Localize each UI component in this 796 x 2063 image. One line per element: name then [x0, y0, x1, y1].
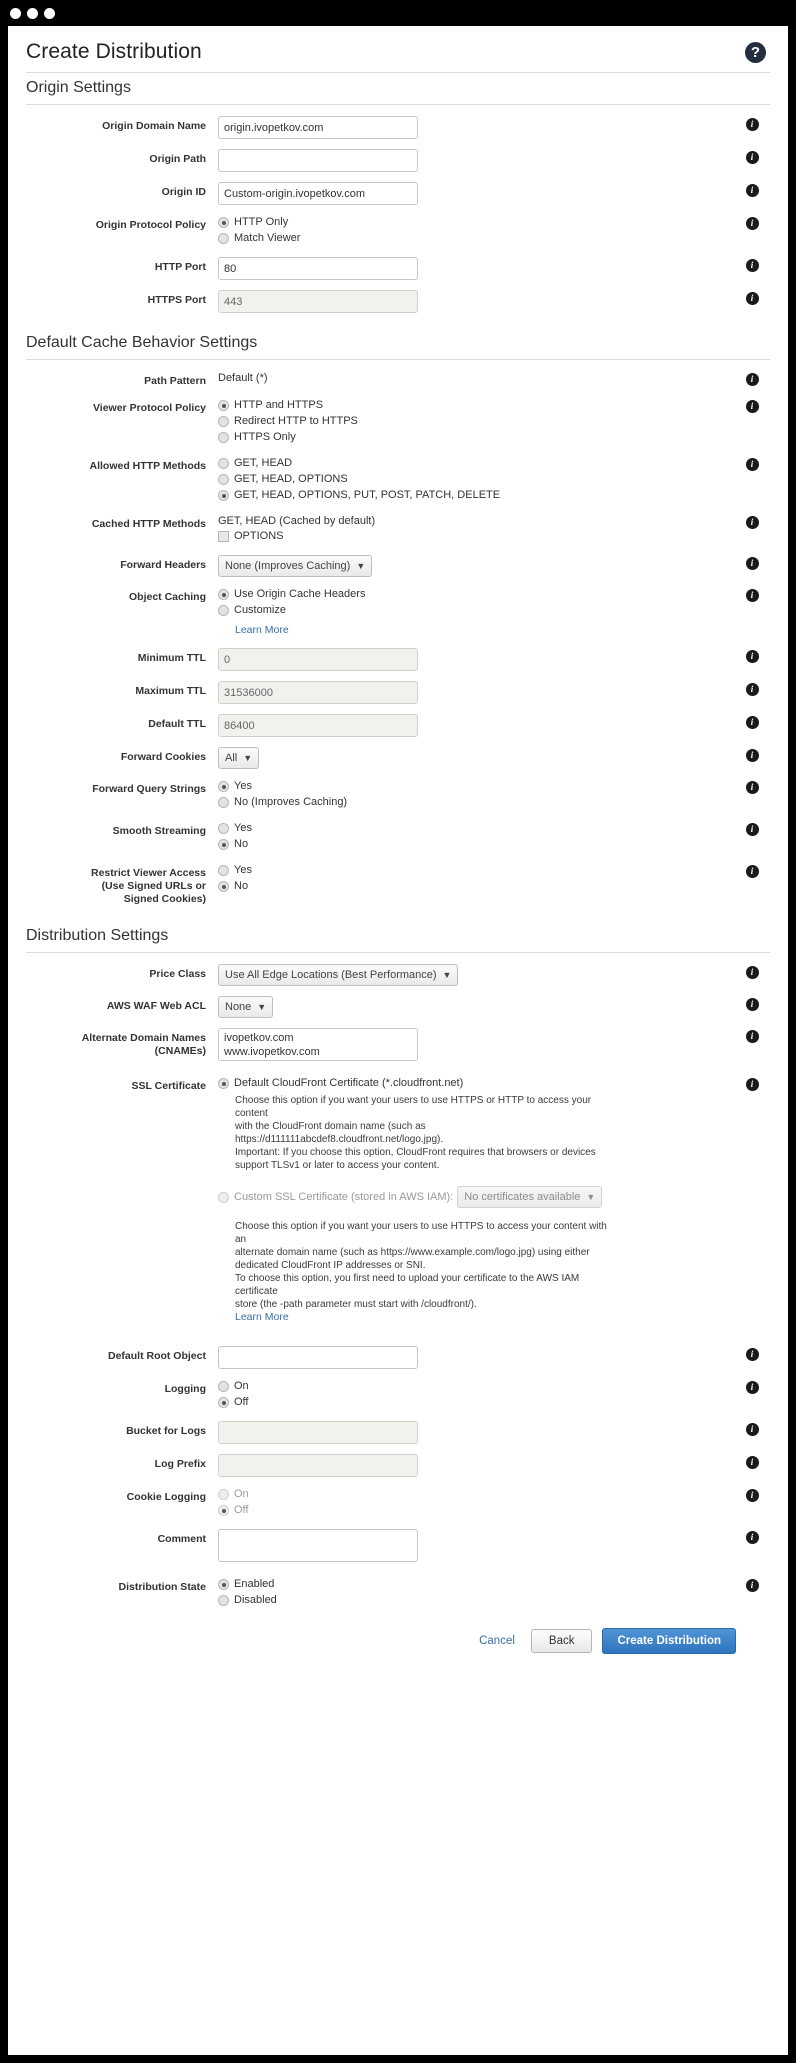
window-controls[interactable] — [10, 8, 55, 19]
info-icon-path-pattern[interactable]: i — [746, 373, 759, 386]
info-icon-logging[interactable]: i — [746, 1381, 759, 1394]
radio-object-caching-use-origin[interactable] — [218, 587, 724, 602]
field-origin-protocol-policy — [26, 210, 770, 252]
alternate-domain-names-textarea[interactable] — [218, 1028, 418, 1061]
field-forward-headers — [26, 550, 770, 582]
radio-viewer-protocol-http-and-https[interactable] — [218, 398, 724, 413]
info-icon-object-caching[interactable]: i — [746, 589, 759, 602]
price-class-value: Use All Edge Locations (Best Performance) — [225, 969, 437, 981]
section-title-cache: Default Cache Behavior Settings — [26, 328, 770, 360]
info-icon-minimum-ttl[interactable]: i — [746, 650, 759, 663]
radio-marker — [218, 1489, 229, 1500]
field-alternate-domain-names — [26, 1023, 770, 1071]
info-icon-origin-domain-name[interactable]: i — [746, 118, 759, 131]
radio-label: On — [234, 1488, 249, 1500]
object-caching-learn-more-link[interactable]: Learn More — [235, 624, 289, 636]
checkbox-label: OPTIONS — [234, 530, 284, 542]
field-restrict-viewer-access — [26, 858, 770, 911]
bucket-for-logs-input[interactable] — [218, 1421, 418, 1444]
radio-marker — [218, 605, 229, 616]
desc-line-3: https://d111111abcdef8.cloudfront.net/logo.jpg). — [235, 1134, 444, 1145]
label-alternate-domain-names — [26, 1028, 218, 1058]
label-http-port: HTTP Port — [154, 261, 206, 273]
checkbox-cached-methods-options[interactable] — [218, 529, 724, 544]
info-icon-https-port[interactable]: i — [746, 292, 759, 305]
label-forward-query-strings: Forward Query Strings — [92, 783, 206, 795]
field-default-root-object — [26, 1341, 770, 1374]
radio-marker — [218, 1381, 229, 1392]
custom-ssl-certificate-value: No certificates available — [464, 1190, 581, 1203]
radio-forward-query-strings-yes[interactable] — [218, 779, 724, 794]
field-forward-cookies — [26, 742, 770, 774]
chevron-down-icon: ▼ — [586, 1191, 596, 1202]
create-distribution-button[interactable]: Create Distribution — [602, 1628, 736, 1654]
radio-label: GET, HEAD — [234, 457, 293, 469]
radio-marker — [218, 1595, 229, 1606]
info-icon-viewer-protocol-policy[interactable]: i — [746, 400, 759, 413]
desc-line-1: Choose this option if you want your users to use HTTPS or HTTP to access your content — [235, 1095, 592, 1119]
window-maximize-dot[interactable] — [44, 8, 55, 19]
chevron-down-icon: ▼ — [243, 753, 253, 763]
radio-marker — [218, 458, 229, 469]
info-icon-restrict-viewer-access[interactable]: i — [746, 865, 759, 878]
info-icon-distribution-state[interactable]: i — [746, 1579, 759, 1592]
radio-logging-on[interactable] — [218, 1379, 724, 1394]
field-bucket-for-logs — [26, 1416, 770, 1449]
form-footer — [26, 1614, 770, 1670]
waf-web-acl-value: None — [225, 1001, 252, 1013]
label-ssl-certificate: SSL Certificate — [131, 1080, 206, 1092]
log-prefix-input[interactable] — [218, 1454, 418, 1477]
desc-line-2: with the CloudFront domain name (such as — [235, 1121, 426, 1132]
forward-cookies-value: All — [225, 752, 238, 764]
comment-textarea[interactable] — [218, 1529, 418, 1562]
label-object-caching: Object Caching — [128, 591, 206, 603]
radio-marker — [218, 1078, 229, 1089]
radio-label: Yes — [234, 780, 252, 792]
http-port-input[interactable] — [218, 257, 418, 280]
page-title: Create Distribution — [26, 40, 202, 63]
radio-label: GET, HEAD, OPTIONS — [234, 473, 348, 485]
waf-web-acl-select[interactable] — [218, 996, 273, 1018]
section-title-origin: Origin Settings — [26, 72, 770, 105]
radio-label: HTTPS Only — [234, 431, 296, 443]
ssl-learn-more-link[interactable]: Learn More — [235, 1311, 289, 1323]
radio-smooth-streaming-yes[interactable] — [218, 821, 724, 836]
radio-origin-protocol-match-viewer[interactable] — [218, 231, 724, 246]
radio-allowed-methods-get-head-options[interactable] — [218, 472, 724, 487]
label-comment: Comment — [157, 1533, 206, 1545]
radio-marker — [218, 1192, 229, 1203]
chevron-down-icon: ▼ — [257, 1002, 267, 1012]
radio-allowed-methods-get-head[interactable] — [218, 456, 724, 471]
radio-forward-query-strings-no[interactable] — [218, 795, 724, 810]
field-waf-web-acl — [26, 991, 770, 1023]
field-ssl-certificate — [26, 1071, 770, 1329]
radio-label: No — [234, 880, 249, 892]
window-close-dot[interactable] — [10, 8, 21, 19]
field-path-pattern — [26, 366, 770, 393]
origin-id-input[interactable] — [218, 182, 418, 205]
label-restrict-viewer-access — [26, 863, 218, 906]
info-icon-log-prefix[interactable]: i — [746, 1456, 759, 1469]
https-port-input[interactable] — [218, 290, 418, 313]
radio-ssl-default-cloudfront[interactable] — [218, 1076, 724, 1091]
radio-marker — [218, 1579, 229, 1590]
label-line-2: (CNAMEs) — [154, 1045, 206, 1057]
field-log-prefix — [26, 1449, 770, 1482]
field-cached-http-methods — [26, 509, 770, 550]
maximum-ttl-input[interactable] — [218, 681, 418, 704]
label-origin-protocol-policy: Origin Protocol Policy — [95, 219, 206, 231]
label-forward-cookies: Forward Cookies — [120, 751, 206, 763]
radio-viewer-protocol-redirect[interactable] — [218, 414, 724, 429]
info-icon-ssl-certificate[interactable]: i — [746, 1078, 759, 1091]
field-viewer-protocol-policy — [26, 393, 770, 451]
label-logging: Logging — [164, 1383, 206, 1395]
back-button[interactable]: Back — [531, 1629, 593, 1653]
chevron-down-icon: ▼ — [356, 561, 366, 571]
ssl-default-description — [235, 1094, 607, 1172]
radio-label: Yes — [234, 822, 252, 834]
radio-restrict-viewer-access-yes[interactable] — [218, 863, 724, 878]
label-log-prefix: Log Prefix — [154, 1458, 206, 1470]
label-origin-path: Origin Path — [149, 153, 206, 165]
radio-marker — [218, 823, 229, 834]
info-icon-cookie-logging[interactable]: i — [746, 1489, 759, 1502]
label-line-1: Restrict Viewer Access — [91, 867, 206, 879]
minimum-ttl-input[interactable] — [218, 648, 418, 671]
radio-allowed-methods-all[interactable] — [218, 488, 724, 503]
label-price-class: Price Class — [149, 968, 206, 980]
chevron-down-icon: ▼ — [442, 970, 452, 980]
page-header — [26, 26, 770, 72]
radio-marker — [218, 432, 229, 443]
section-title-distribution: Distribution Settings — [26, 921, 770, 953]
label-bucket-for-logs: Bucket for Logs — [126, 1425, 206, 1437]
label-smooth-streaming: Smooth Streaming — [112, 825, 206, 837]
info-icon-waf-web-acl[interactable]: i — [746, 998, 759, 1011]
radio-label: On — [234, 1380, 249, 1392]
field-origin-id — [26, 177, 770, 210]
desc-line-2: alternate domain name (such as https://www.example.com/logo.jpg) using either — [235, 1247, 590, 1258]
info-icon-origin-id[interactable]: i — [746, 184, 759, 197]
desc-line-4: To choose this option, you first need to upload your certificate to the AWS IAM certificate — [235, 1273, 580, 1297]
info-icon-bucket-for-logs[interactable]: i — [746, 1423, 759, 1436]
default-ttl-input[interactable] — [218, 714, 418, 737]
label-line-2: (Use Signed URLs or — [101, 880, 206, 892]
label-forward-headers: Forward Headers — [120, 559, 206, 571]
info-icon-price-class[interactable]: i — [746, 966, 759, 979]
label-cookie-logging: Cookie Logging — [126, 1491, 206, 1503]
radio-label: HTTP and HTTPS — [234, 399, 324, 411]
radio-object-caching-customize[interactable] — [218, 603, 724, 618]
radio-smooth-streaming-no[interactable] — [218, 837, 724, 852]
forward-cookies-select[interactable] — [218, 747, 259, 769]
cancel-button[interactable]: Cancel — [473, 1631, 521, 1651]
field-price-class — [26, 959, 770, 991]
radio-marker — [218, 1397, 229, 1408]
field-smooth-streaming — [26, 816, 770, 858]
label-line-1: Alternate Domain Names — [81, 1032, 206, 1044]
radio-label: Custom SSL Certificate (stored in AWS IAM): — [234, 1190, 454, 1203]
ssl-custom-description — [235, 1220, 607, 1324]
radio-marker — [218, 589, 229, 600]
label-distribution-state: Distribution State — [118, 1581, 206, 1593]
label-default-ttl: Default TTL — [148, 718, 206, 730]
radio-label: Enabled — [234, 1578, 275, 1590]
checkbox-marker — [218, 531, 229, 542]
radio-label: Customize — [234, 604, 286, 616]
label-waf-web-acl: AWS WAF Web ACL — [106, 1000, 206, 1012]
field-origin-path — [26, 144, 770, 177]
radio-distribution-state-disabled[interactable] — [218, 1593, 724, 1608]
forward-headers-select[interactable] — [218, 555, 372, 577]
cached-http-methods-static: GET, HEAD (Cached by default) — [218, 515, 376, 527]
radio-marker — [218, 233, 229, 244]
radio-logging-off[interactable] — [218, 1395, 724, 1410]
field-minimum-ttl — [26, 643, 770, 676]
radio-origin-protocol-http-only[interactable] — [218, 215, 724, 230]
info-icon-forward-cookies[interactable]: i — [746, 749, 759, 762]
label-origin-id: Origin ID — [161, 186, 206, 198]
radio-marker — [218, 781, 229, 792]
info-icon-forward-headers[interactable]: i — [746, 557, 759, 570]
label-https-port: HTTPS Port — [147, 294, 206, 306]
info-icon-cached-http-methods[interactable]: i — [746, 516, 759, 529]
radio-label: Off — [234, 1396, 249, 1408]
radio-marker — [218, 839, 229, 850]
field-http-port — [26, 252, 770, 285]
radio-marker — [218, 1505, 229, 1516]
radio-marker — [218, 217, 229, 228]
field-comment — [26, 1524, 770, 1572]
radio-restrict-viewer-access-no[interactable] — [218, 879, 724, 894]
desc-line-5: support TLSv1 or later to access your content. — [235, 1160, 440, 1171]
radio-label: HTTP Only — [234, 216, 289, 228]
help-icon[interactable]: ? — [745, 42, 766, 63]
field-allowed-http-methods — [26, 451, 770, 509]
radio-label: Yes — [234, 864, 252, 876]
label-path-pattern: Path Pattern — [144, 375, 206, 387]
origin-path-input[interactable] — [218, 149, 418, 172]
radio-marker — [218, 474, 229, 485]
label-minimum-ttl: Minimum TTL — [137, 652, 206, 664]
info-icon-default-root-object[interactable]: i — [746, 1348, 759, 1361]
window-minimize-dot[interactable] — [27, 8, 38, 19]
radio-marker — [218, 400, 229, 411]
desc-line-4: Important: If you choose this option, CloudFront requires that browsers or devices — [235, 1147, 596, 1158]
radio-marker — [218, 490, 229, 501]
label-maximum-ttl: Maximum TTL — [135, 685, 206, 697]
field-origin-domain-name — [26, 111, 770, 144]
label-viewer-protocol-policy: Viewer Protocol Policy — [92, 402, 206, 414]
info-icon-alternate-domain-names[interactable]: i — [746, 1030, 759, 1043]
default-root-object-input[interactable] — [218, 1346, 418, 1369]
radio-label: Disabled — [234, 1594, 277, 1606]
window-titlebar — [0, 0, 796, 26]
desc-line-3: dedicated CloudFront IP addresses or SNI. — [235, 1260, 426, 1271]
radio-distribution-state-enabled[interactable] — [218, 1577, 724, 1592]
origin-domain-name-input[interactable] — [218, 116, 418, 139]
radio-marker — [218, 797, 229, 808]
radio-viewer-protocol-https-only[interactable] — [218, 430, 724, 445]
desc-line-1: Choose this option if you want your users to use HTTPS to access your content with an — [235, 1221, 607, 1245]
radio-ssl-custom-iam[interactable] — [218, 1186, 724, 1208]
info-icon-smooth-streaming[interactable]: i — [746, 823, 759, 836]
label-line-3: Signed Cookies) — [123, 893, 206, 905]
radio-marker — [218, 416, 229, 427]
field-default-ttl — [26, 709, 770, 742]
radio-marker — [218, 865, 229, 876]
radio-marker — [218, 881, 229, 892]
field-maximum-ttl — [26, 676, 770, 709]
radio-label: Default CloudFront Certificate (*.cloudfront.net) — [234, 1077, 464, 1089]
field-logging — [26, 1374, 770, 1416]
field-cookie-logging — [26, 1482, 770, 1524]
label-origin-domain-name: Origin Domain Name — [102, 120, 206, 132]
field-distribution-state — [26, 1572, 770, 1614]
info-icon-comment[interactable]: i — [746, 1531, 759, 1544]
info-icon-allowed-http-methods[interactable]: i — [746, 458, 759, 471]
forward-headers-value: None (Improves Caching) — [225, 560, 351, 572]
radio-label: Off — [234, 1504, 249, 1516]
info-icon-origin-protocol-policy[interactable]: i — [746, 217, 759, 230]
info-icon-forward-query-strings[interactable]: i — [746, 781, 759, 794]
radio-label: No (Improves Caching) — [234, 796, 348, 808]
label-default-root-object: Default Root Object — [107, 1350, 206, 1362]
radio-label: No — [234, 838, 249, 850]
radio-label: Redirect HTTP to HTTPS — [234, 415, 358, 427]
radio-cookie-logging-on[interactable] — [218, 1487, 724, 1502]
info-icon-maximum-ttl[interactable]: i — [746, 683, 759, 696]
custom-ssl-certificate-select[interactable] — [457, 1186, 602, 1208]
price-class-select[interactable] — [218, 964, 458, 986]
radio-label: Match Viewer — [234, 232, 301, 244]
info-icon-origin-path[interactable]: i — [746, 151, 759, 164]
field-https-port — [26, 285, 770, 318]
radio-cookie-logging-off[interactable] — [218, 1503, 724, 1518]
field-forward-query-strings — [26, 774, 770, 816]
label-allowed-http-methods: Allowed HTTP Methods — [89, 460, 206, 472]
radio-label: Use Origin Cache Headers — [234, 588, 366, 600]
desc-line-5: store (the -path parameter must start with /cloudfront/). — [235, 1299, 477, 1310]
radio-label: GET, HEAD, OPTIONS, PUT, POST, PATCH, DELETE — [234, 489, 501, 501]
field-object-caching — [26, 582, 770, 643]
page-content — [8, 26, 788, 2055]
info-icon-http-port[interactable]: i — [746, 259, 759, 272]
info-icon-default-ttl[interactable]: i — [746, 716, 759, 729]
path-pattern-value: Default (*) — [218, 372, 268, 384]
label-cached-http-methods: Cached HTTP Methods — [91, 518, 206, 530]
